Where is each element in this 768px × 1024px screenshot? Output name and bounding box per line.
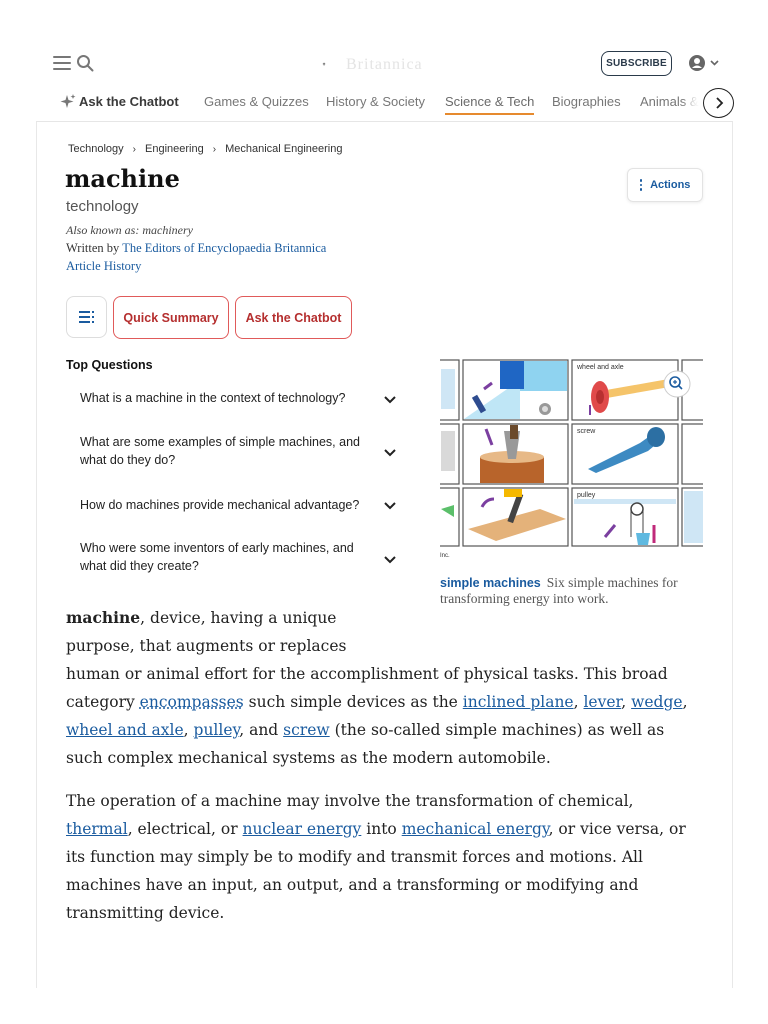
breadcrumb-technology[interactable]: Technology: [68, 143, 124, 155]
paragraph-text: , electrical, or: [127, 820, 243, 838]
question-text: What are some examples of simple machines, and: [80, 435, 360, 449]
page-subtitle: technology: [66, 198, 139, 215]
nav-biographies[interactable]: Biographies: [552, 94, 621, 109]
account-icon[interactable]: [688, 53, 722, 73]
question-text: How do machines provide mechanical advantage?: [80, 498, 360, 512]
search-icon[interactable]: [76, 54, 94, 72]
question-item[interactable]: [80, 496, 380, 514]
figure-caption: [440, 575, 705, 607]
category-nav: [0, 90, 768, 122]
nav-history-society[interactable]: History & Society: [326, 94, 425, 109]
nav-ask-chatbot[interactable]: Ask the Chatbot: [79, 94, 179, 109]
nav-animals[interactable]: Animals &: [640, 94, 699, 109]
article-paragraph-1: [66, 604, 688, 772]
chevron-right-icon: ›: [132, 143, 136, 155]
paragraph-text: ,: [682, 693, 688, 711]
britannica-thistle-icon[interactable]: [322, 52, 346, 76]
breadcrumb: [68, 143, 342, 155]
site-header: [0, 0, 768, 122]
byline-prefix: Written by: [66, 241, 120, 255]
nav-science-tech[interactable]: Science & Tech: [445, 94, 535, 109]
link-thermal[interactable]: thermal: [66, 820, 128, 838]
paragraph-text: into: [361, 820, 402, 838]
question-text: Who were some inventors of early machines, and: [80, 541, 354, 555]
paragraph-text: such complex mechanical systems as the modern automobile.: [66, 749, 551, 767]
paragraph-text: , or vice versa, or: [548, 820, 686, 838]
link-mechanical-energy[interactable]: mechanical energy: [401, 820, 549, 838]
breadcrumb-engineering[interactable]: Engineering: [145, 143, 204, 155]
figure-caption-title[interactable]: simple machines: [440, 576, 541, 590]
paragraph-text: such simple devices as the: [243, 693, 463, 711]
paragraph-text: The operation of a machine may involve the transformation of chemical,: [66, 792, 634, 810]
question-text: what did they create?: [80, 559, 199, 573]
chevron-down-icon[interactable]: [383, 395, 397, 405]
question-item[interactable]: [80, 433, 380, 469]
simple-machines-illustration: [440, 359, 703, 560]
paragraph-text: ,: [183, 721, 194, 739]
also-known-as: Also known as: machinery: [66, 223, 193, 237]
chevron-down-icon[interactable]: [383, 555, 397, 565]
paragraph-text: machines have an input, an output, and a transforming or modifying and: [66, 876, 639, 894]
question-text: What is a machine in the context of technology?: [80, 391, 346, 405]
byline: [66, 241, 326, 256]
chevron-right-icon: [714, 97, 724, 109]
paragraph-text: ,: [621, 693, 632, 711]
top-questions-heading: Top Questions: [66, 358, 153, 372]
table-of-contents-button[interactable]: [66, 296, 107, 338]
author-link[interactable]: The Editors of Encyclopaedia Britannica: [122, 241, 327, 255]
link-pulley[interactable]: pulley: [193, 721, 240, 739]
wheel-and-axle-label: wheel and axle: [577, 364, 624, 371]
question-item[interactable]: [80, 389, 380, 407]
link-wheel-and-axle[interactable]: wheel and axle: [66, 721, 184, 739]
actions-label: Actions: [650, 179, 691, 191]
paragraph-text: category: [66, 693, 140, 711]
breadcrumb-mechanical-engineering[interactable]: Mechanical Engineering: [225, 143, 343, 155]
more-vertical-icon: [640, 179, 643, 191]
link-nuclear-energy[interactable]: nuclear energy: [242, 820, 362, 838]
paragraph-text: purpose, that augments or replaces: [66, 637, 347, 655]
paragraph-text: transmitting device.: [66, 904, 225, 922]
paragraph-text: , device, having a unique: [140, 609, 337, 627]
menu-icon[interactable]: [53, 56, 71, 70]
copyright-label: Inc.: [440, 553, 450, 559]
link-wedge[interactable]: wedge: [631, 693, 683, 711]
paragraph-text: (the so-called simple machines) as well as: [329, 721, 665, 739]
chevron-right-icon: ›: [212, 143, 217, 155]
link-inclined-plane[interactable]: inclined plane: [462, 693, 574, 711]
question-item[interactable]: [80, 539, 380, 575]
nav-games-quizzes[interactable]: Games & Quizzes: [204, 94, 309, 109]
list-icon: [79, 311, 95, 323]
paragraph-text: ,: [573, 693, 584, 711]
subscribe-button[interactable]: SUBSCRIBE: [601, 51, 672, 76]
nav-next-button[interactable]: [703, 88, 734, 118]
article-paragraph-2: [66, 787, 686, 927]
figure-caption-text: Six simple machines for transforming energy into work.: [440, 575, 678, 606]
quick-summary-button[interactable]: Quick Summary: [113, 296, 229, 339]
link-lever[interactable]: lever: [583, 693, 622, 711]
article-history-link[interactable]: Article History: [66, 259, 142, 273]
paragraph-text: , and: [239, 721, 284, 739]
site-logo-text[interactable]: Britannica: [346, 56, 423, 73]
screw-label: screw: [577, 428, 596, 435]
paragraph-text: its function may simply be to modify and transmit forces and motions. All: [66, 848, 643, 866]
simple-machines-figure[interactable]: [440, 359, 703, 560]
question-text: what do they do?: [80, 453, 176, 467]
chevron-down-icon[interactable]: [383, 448, 397, 458]
paragraph-text: human or animal effort for the accomplishment of physical tasks. This broad: [66, 665, 668, 683]
actions-button[interactable]: [627, 168, 703, 202]
chevron-down-icon[interactable]: [383, 501, 397, 511]
lead-term: machine: [66, 608, 141, 627]
page-title: machine: [65, 164, 180, 193]
ask-chatbot-button[interactable]: Ask the Chatbot: [235, 296, 352, 339]
link-screw[interactable]: screw: [283, 721, 330, 739]
pulley-label: pulley: [577, 492, 596, 499]
link-encompasses[interactable]: encompasses: [139, 693, 244, 711]
